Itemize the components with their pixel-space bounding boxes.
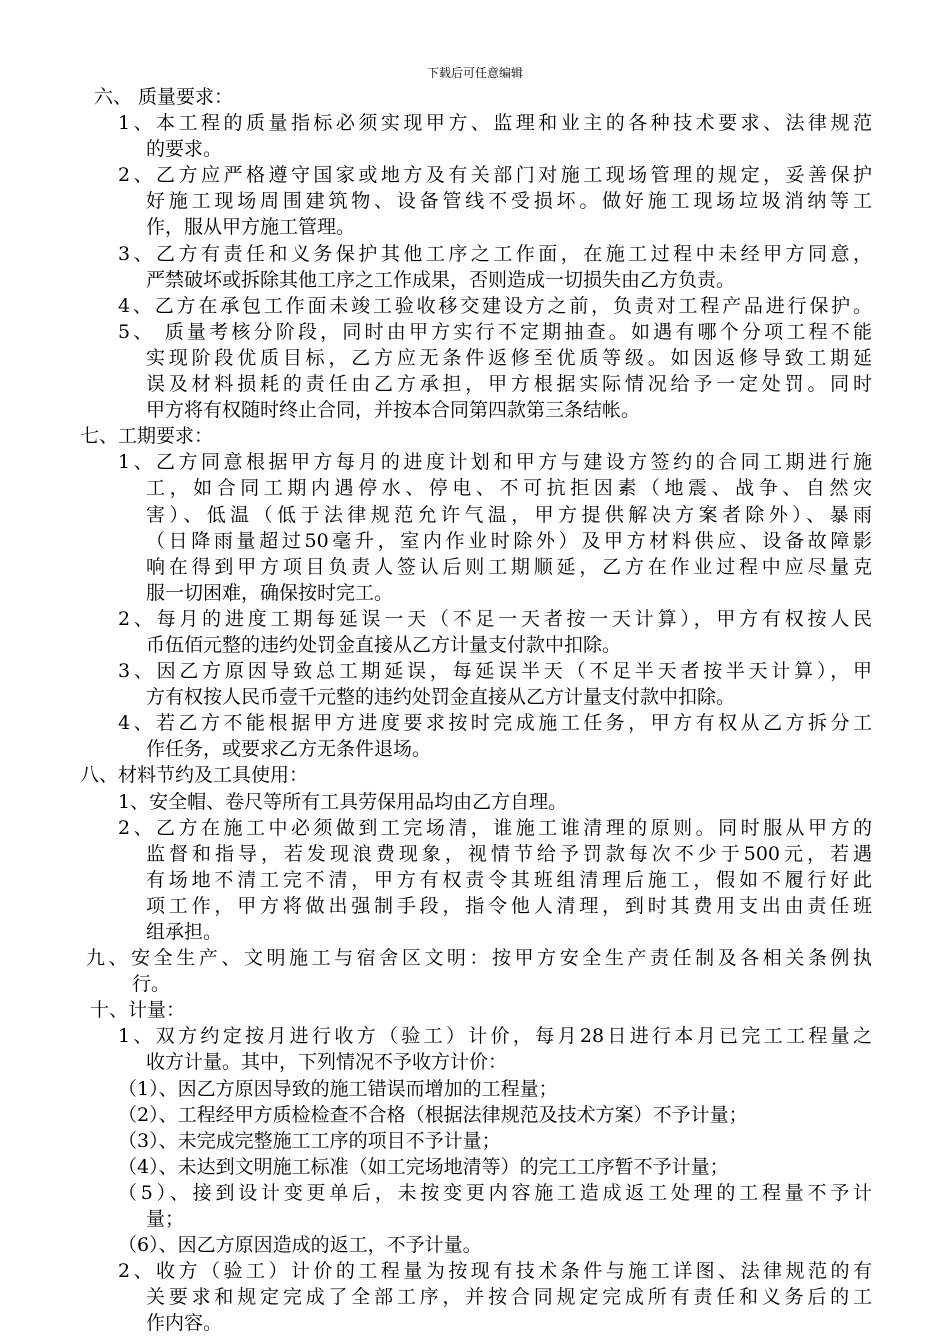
text-line: 响在得到甲方项目负责人签认后则工期顺延，乙方在作业过程中应尽量克 xyxy=(146,555,872,578)
text-line: 4、乙方在承包工作面未竣工验收移交建设方之前，负责对工程产品进行保护。 xyxy=(118,294,872,317)
text-line: 组承担。 xyxy=(146,921,223,943)
text-line: （6）、因乙方原因造成的返工，不予计量。 xyxy=(118,1234,482,1257)
text-line: 行。 xyxy=(132,973,171,996)
text-line: 服一切困难，确保按时完工。 xyxy=(146,581,394,604)
text-line: 2、乙方在施工中必须做到工完场清，谁施工谁清理的原则。同时服从甲方的 xyxy=(118,816,872,839)
text-line: （4）、未达到文明施工标准（如工完场地清等）的完工工序暂不予计量； xyxy=(118,1155,729,1178)
text-line: 项工作，甲方将做出强制手段，指令他人清理，到时其费用支出由责任班 xyxy=(146,894,872,917)
text-line: 3、乙方有责任和义务保护其他工序之工作面，在施工过程中未经甲方同意， xyxy=(118,242,872,265)
text-line: 3、因乙方原因导致总工期延误，每延误半天（不足半天者按半天计算），甲 xyxy=(118,660,872,683)
text-line: 1、双方约定按月进行收方（验工）计价，每月28日进行本月已完工工程量之 xyxy=(118,1025,872,1048)
text-line: 币伍佰元整的违约处罚金直接从乙方计量支付款中扣除。 xyxy=(146,633,622,656)
text-line: （5）、接到设计变更单后，未按变更内容施工造成返工处理的工程量不予计 xyxy=(118,1181,872,1204)
text-line: 2、收方（验工）计价的工程量为按现有技术条件与施工详图、法律规范的有 xyxy=(118,1260,872,1283)
text-line: 甲方将有权随时终止合同，并按本合同第四款第三条结帐。 xyxy=(146,399,641,422)
text-line: 严禁破坏或拆除其他工序之工作成果，否则造成一切损失由乙方负责。 xyxy=(146,268,736,291)
text-line: 作任务，或要求乙方无条件退场。 xyxy=(146,738,432,761)
text-line: 1、乙方同意根据甲方每月的进度计划和甲方与建设方签约的合同工期进行施 xyxy=(118,451,872,474)
text-line: 好施工现场周围建筑物、设备管线不受损坏。做好施工现场垃圾消纳等工 xyxy=(146,190,872,213)
text-line: 1、安全帽、卷尺等所有工具劳保用品均由乙方自理。 xyxy=(118,790,568,813)
text-line: 2、每月的进度工期每延误一天（不足一天者按一天计算），甲方有权按人民 xyxy=(118,607,872,630)
text-line: （日降雨量超过50毫升，室内作业时除外）及甲方材料供应、设备故障影 xyxy=(146,529,872,552)
text-line: 1、本工程的质量指标必须实现甲方、监理和业主的各种技术要求、法律规范 xyxy=(118,112,872,135)
text-line: 十、计量： xyxy=(90,999,186,1022)
text-line: 六、 质量要求： xyxy=(94,86,234,108)
text-line: 实现阶段优质目标，乙方应无条件返修至优质等级。如因返修导致工期延 xyxy=(146,346,872,369)
text-line: 作，服从甲方施工管理。 xyxy=(146,216,356,239)
text-line: 作内容。 xyxy=(146,1312,223,1335)
text-line: 九、安全生产、文明施工与宿舍区文明：按甲方安全生产责任制及各相关条例执 xyxy=(86,947,872,970)
page-header: 下载后可任意编辑 xyxy=(426,66,523,80)
text-line: 监督和指导，若发现浪费现象，视情节给予罚款每次不少于500元，若遇 xyxy=(146,842,872,865)
text-line: 工，如合同工期内遇停水、停电、不可抗拒因素（地震、战争、自然灾 xyxy=(146,477,872,500)
text-line: （1）、因乙方原因导致的施工错误而增加的工程量； xyxy=(118,1077,558,1100)
text-line: 方有权按人民币壹千元整的违约处罚金直接从乙方计量支付款中扣除。 xyxy=(146,686,736,709)
text-line: 的要求。 xyxy=(146,138,223,161)
text-line: 害）、低温（低于法律规范允许气温，甲方提供解决方案者除外）、暴雨 xyxy=(146,503,872,526)
document-body xyxy=(0,84,950,1337)
text-line: 量； xyxy=(146,1208,185,1231)
text-line: 七、工期要求： xyxy=(80,425,214,448)
text-line: 关要求和规定完成了全部工序，并按合同规定完成所有责任和义务后的工 xyxy=(146,1286,872,1309)
text-line: 误及材料损耗的责任由乙方承担，甲方根据实际情况给予一定处罚。同时 xyxy=(146,373,872,396)
text-line: 有场地不清工完不清，甲方有权责令其班组清理后施工，假如不履行好此 xyxy=(146,868,872,891)
text-line: （3）、未完成完整施工工序的项目不予计量； xyxy=(118,1129,501,1152)
text-line: 5、 质量考核分阶段，同时由甲方实行不定期抽查。如遇有哪个分项工程不能 xyxy=(118,320,872,343)
text-line: 4、若乙方不能根据甲方进度要求按时完成施工任务，甲方有权从乙方拆分工 xyxy=(118,712,872,735)
text-line: 八、材料节约及工具使用： xyxy=(80,764,309,787)
text-line: 2、乙方应严格遵守国家或地方及有关部门对施工现场管理的规定，妥善保护 xyxy=(118,164,872,187)
text-line: （2）、工程经甲方质检检查不合格（根据法律规范及技术方案）不予计量； xyxy=(118,1103,748,1126)
text-line: 收方计量。其中，下列情况不予收方计价： xyxy=(146,1051,508,1074)
